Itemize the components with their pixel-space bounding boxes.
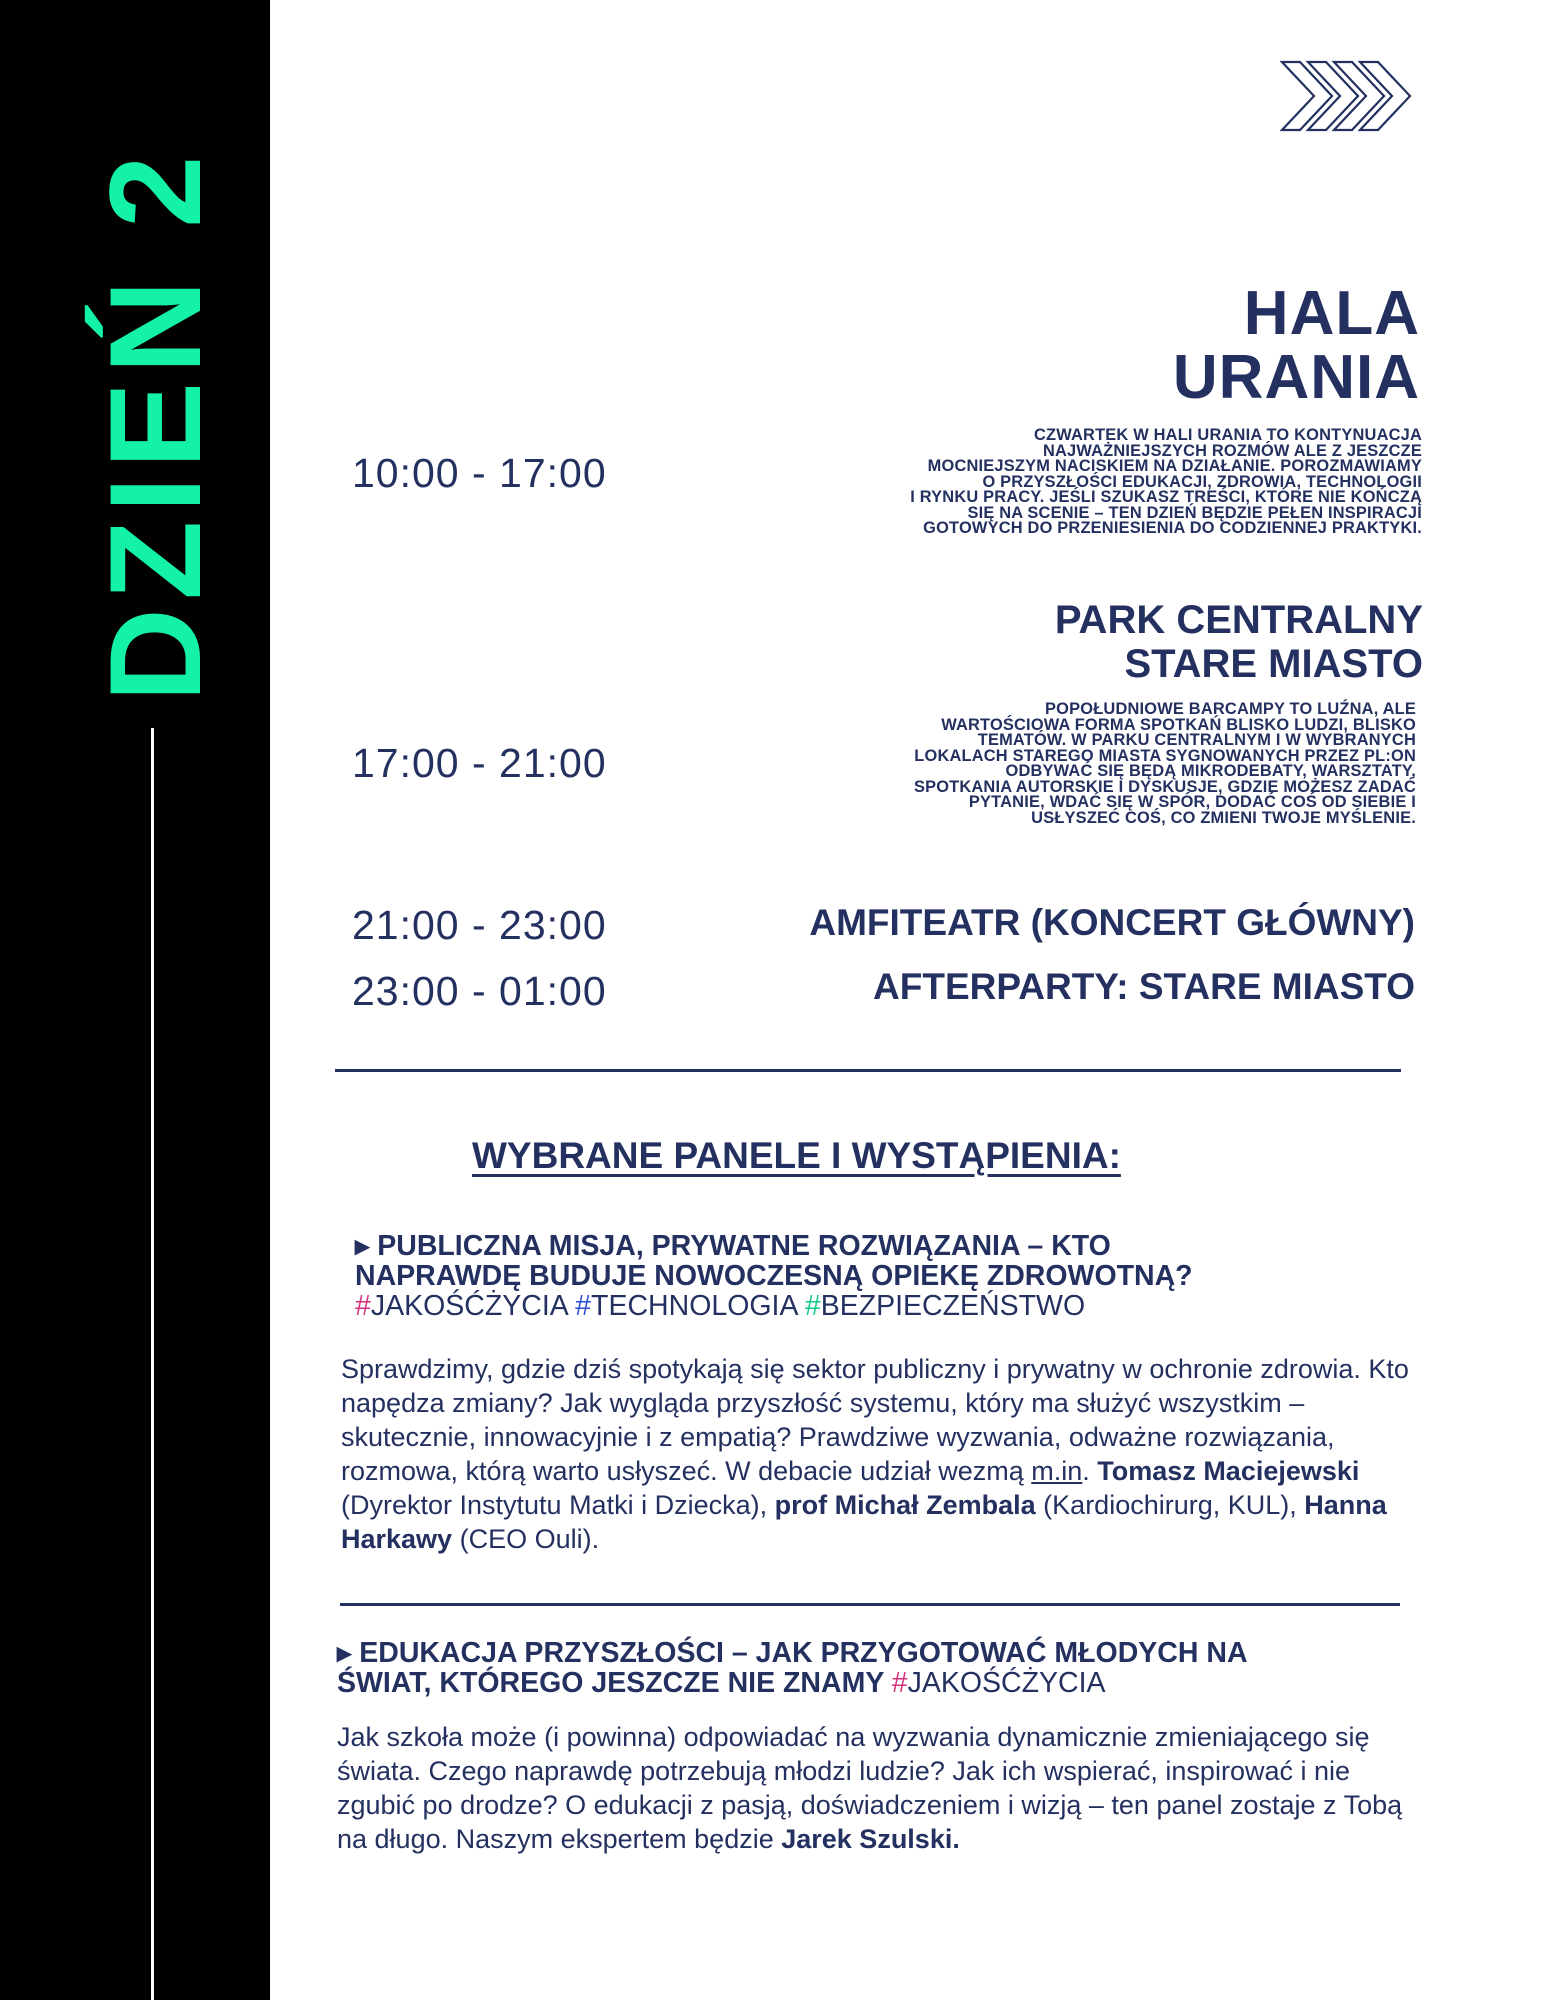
venue-park-centralny: [1055, 598, 1423, 686]
venue-line: PARK CENTRALNY: [1054, 598, 1423, 642]
desc-line: I RYNKU PRACY. JEŚLI SZUKASZ TREŚCI, KTÓRE NIE KOŃCZĄ: [910, 488, 1422, 506]
desc-line: NAJWAŻNIEJSZYCH ROZMÓW ALE Z JESZCZE: [1042, 441, 1422, 460]
tag-hash: #: [804, 1290, 821, 1322]
speaker-name: Jarek Szulski.: [781, 1824, 960, 1854]
tag-text: JAKOŚĆŻYCIA: [370, 1290, 576, 1322]
venue-line: URANIA: [1172, 343, 1420, 412]
schedule-time: 10:00 - 17:00: [352, 450, 607, 496]
speaker-name: Tomasz Maciejewski: [1097, 1456, 1360, 1486]
schedule-event: AFTERPARTY: STARE MIASTO: [873, 966, 1415, 1007]
speaker-role: (Dyrektor Instytutu Matki i Dziecka),: [341, 1490, 775, 1520]
section-title: WYBRANE PANELE I WYSTĄPIENIA:: [472, 1135, 1121, 1176]
panel-divider: [340, 1603, 1400, 1606]
desc-line: TEMATÓW. W PARKU CENTRALNYM I W WYBRANYCH: [977, 731, 1416, 749]
desc-line: SIĘ NA SCENIE – TEN DZIEŃ BĘDZIE PEŁEN INSPIRACJI: [967, 503, 1422, 522]
day-title: DZIEŃ 2: [82, 147, 228, 702]
desc-line: WARTOŚCIOWA FORMA SPOTKAŃ BLISKO LUDZI, BLISKO: [941, 715, 1416, 734]
desc-line: ODBYWAĆ SIĘ BĘDĄ MIKRODEBATY, WARSZTATY,: [1005, 762, 1416, 780]
panel-tags: [355, 1291, 1193, 1321]
desc-line: SPOTKANIA AUTORSKIE I DYSKUSJE, GDZIE MOŻESZ ZADAĆ: [913, 777, 1416, 796]
body-text: Jak szkoła może (i powinna) odpowiadać na wyzwania dynamicznie zmieniającego się świata. Czego naprawdę potrzebują młodzi ludzie? Jak ich wspierać, inspirować i nie zgubić po drodze? O edukacji z pasją, doświadczeniem i wizją – ten panel zostaje z Tobą na długo. Naszym ekspertem będzie: [337, 1722, 1403, 1854]
desc-line: POPOŁUDNIOWE BARCAMPY TO LUŹNA, ALE: [1045, 700, 1416, 718]
tag-text: BEZPIECZEŃSTWO: [820, 1290, 1086, 1322]
panel-title: [337, 1638, 1248, 1698]
schedule-time: 23:00 - 01:00: [352, 968, 607, 1014]
section-divider: [335, 1069, 1401, 1072]
schedule-event: AMFITEATR (KONCERT GŁÓWNY): [809, 902, 1415, 943]
panel-title-line: [337, 1668, 1248, 1698]
panel-title-line: ▸ PUBLICZNA MISJA, PRYWATNE ROZWIĄZANIA – KTO: [355, 1230, 1111, 1262]
tag-hash: #: [891, 1667, 908, 1699]
speaker-role: (CEO Ouli).: [452, 1524, 600, 1554]
tag-hash: #: [575, 1290, 592, 1322]
sidebar: [0, 0, 270, 2000]
body-text: Sprawdzimy, gdzie dziś spotykają się sektor publiczny i prywatny w ochronie zdrowia. Kto napędza zmiany? Jak wygląda przyszłość systemu, który ma służyć wszystkim – skutecznie, innowacyjnie i z empatią? Prawdziwe wyzwania, odważne rozwiązania, rozmowa, którą warto usłyszeć. W debacie udział wezmą: [341, 1354, 1409, 1486]
panel-description: [337, 1720, 1417, 1856]
panel-title-line: ▸ EDUKACJA PRZYSZŁOŚCI – JAK PRZYGOTOWAĆ MŁODYCH NA: [337, 1637, 1248, 1669]
chevron-arrows-icon: [1280, 58, 1420, 134]
panel-title-text: ŚWIAT, KTÓREGO JESZCZE NIE ZNAMY: [337, 1667, 892, 1699]
speaker-name: prof Michał Zembala: [774, 1490, 1036, 1520]
desc-line: PYTANIE, WDAĆ SIĘ W SPÓR, DODAĆ COŚ OD SIEBIE I: [968, 793, 1416, 811]
desc-line: CZWARTEK W HALI URANIA TO KONTYNUACJA: [1033, 426, 1422, 444]
venue-description-urania: [732, 428, 1422, 537]
panel-tags: [892, 1667, 1106, 1699]
schedule-time: 21:00 - 23:00: [352, 902, 607, 948]
desc-line: USŁYSZEĆ COŚ, CO ZMIENI TWOJE MYŚLENIE.: [1031, 808, 1416, 827]
desc-line: LOKALACH STAREGO MIASTA SYGNOWANYCH PRZEZ PL:ON: [914, 746, 1416, 765]
sidebar-divider: [151, 728, 154, 2000]
venue-hala-urania: [1172, 279, 1420, 412]
desc-line: MOCNIEJSZYM NACISKIEM NA DZIAŁANIE. POROZMAWIAMY: [927, 457, 1422, 475]
speaker-name: Hanna Harkawy: [341, 1490, 1387, 1554]
panel-title-line: NAPRAWDĘ BUDUJE NOWOCZESNĄ OPIEKĘ ZDROWOTNĄ?: [355, 1260, 1193, 1292]
venue-line: HALA: [1243, 279, 1420, 348]
schedule-time: 17:00 - 21:00: [352, 740, 607, 786]
abbrev-link: m.in: [1031, 1456, 1083, 1486]
speaker-role: (Kardiochirurg, KUL),: [1035, 1490, 1305, 1520]
body-text: .: [1082, 1456, 1098, 1486]
panel-description: [341, 1352, 1421, 1556]
tag-hash: #: [355, 1290, 371, 1322]
panel-title: [355, 1231, 1193, 1321]
venue-description-park: [716, 702, 1416, 826]
tag-text: TECHNOLOGIA: [591, 1290, 805, 1322]
tag-text: JAKOŚĆŻYCIA: [907, 1667, 1106, 1699]
desc-line: GOTOWYCH DO PRZENIESIENIA DO CODZIENNEJ PRAKTYKI.: [923, 519, 1422, 537]
venue-line: STARE MIASTO: [1124, 642, 1423, 686]
desc-line: O PRZYSZŁOŚCI EDUKACJI, ZDROWIA, TECHNOLOGII: [982, 472, 1422, 491]
